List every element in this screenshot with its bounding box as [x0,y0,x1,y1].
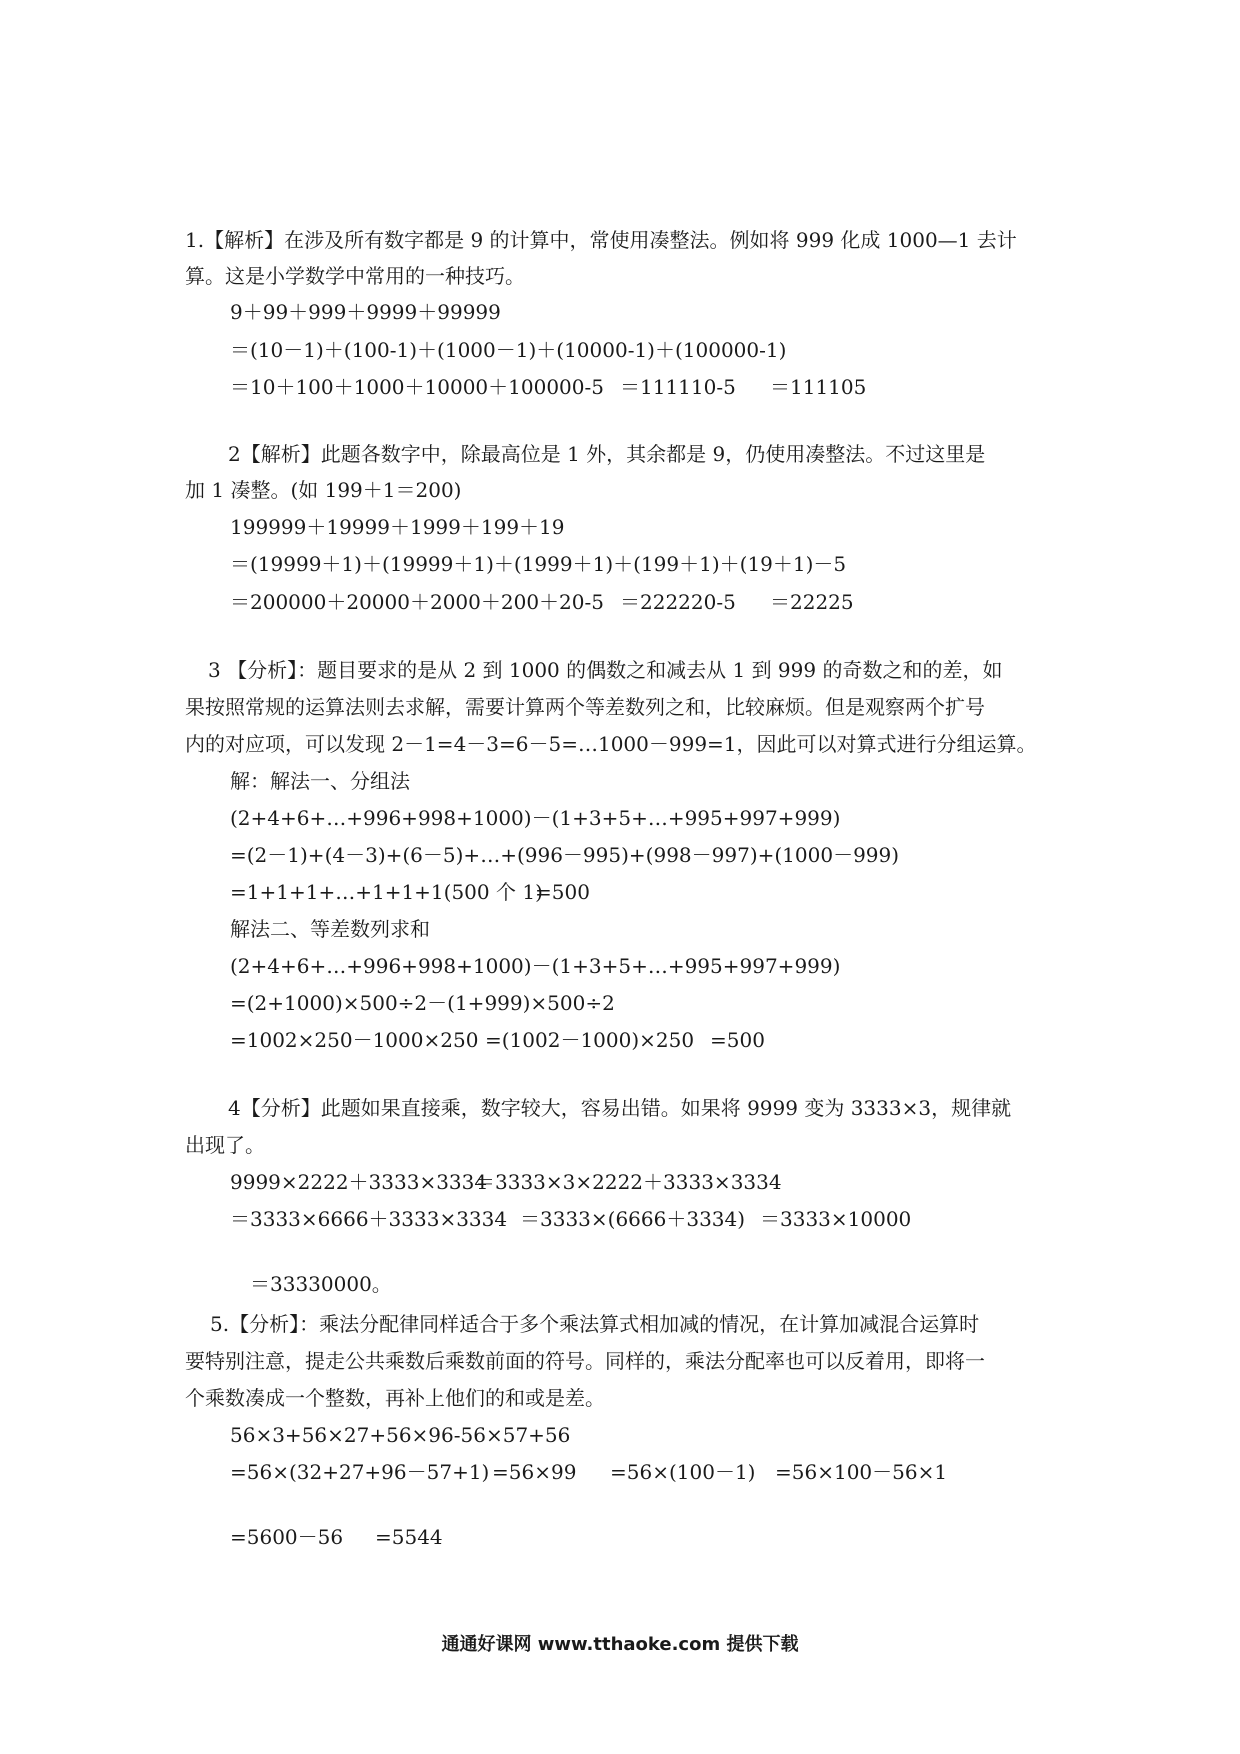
problem3-method1-title: 解：解法一、分组法 [230,769,410,793]
problem4-step2a: ＝3333×6666＋3333×3334 [230,1207,508,1231]
problem4-step2c: ＝3333×10000 [760,1207,912,1231]
problem5-step1b: =56×99 [492,1460,577,1484]
problem3-method2-expression: (2+4+6+…+996+998+1000)－(1+3+5+…+995+997+999) [230,954,841,978]
problem1-step2b: ＝111110-5 [620,375,736,399]
problem4-intro-line1: 4【分析】此题如果直接乘，数字较大，容易出错。如果将 9999 变为 3333×3，规律就 [228,1096,1012,1120]
problem1-step2 [230,375,1130,399]
problem4-intro-line2: 出现了。 [185,1133,265,1157]
problem5-step1c: =56×(100－1) [610,1460,756,1484]
problem2-step2b: ＝222220-5 [620,590,736,614]
problem4-step1 [230,1170,1130,1194]
problem2-step1: ＝(19999＋1)＋(19999＋1)＋(1999＋1)＋(199＋1)＋(19＋1)－5 [230,552,847,576]
problem3-method2-step2b: =(1002－1000)×250 [485,1028,695,1052]
problem2-intro-line1: 2【解析】此题各数字中，除最高位是 1 外，其余都是 9，仍使用凑整法。不过这里是 [228,442,986,466]
problem4-step3: ＝33330000。 [250,1272,392,1296]
problem5-step1a: =56×(32+27+96－57+1) [230,1460,490,1484]
problem4-step2 [230,1207,1130,1231]
problem3-method1-expression: (2+4+6+…+996+998+1000)－(1+3+5+…+995+997+999) [230,806,841,830]
problem2-step2a: ＝200000＋20000＋2000＋200＋20-5 [230,590,604,614]
problem5-step1d: =56×100－56×1 [775,1460,948,1484]
problem1-step2c: ＝111105 [770,375,867,399]
problem3-method2-step2 [230,1028,1130,1052]
problem3-intro-line1: 3 【分析】：题目要求的是从 2 到 1000 的偶数之和减去从 1 到 999 的奇数之和的差，如 [208,658,1003,682]
problem3-method2-title: 解法二、等差数列求和 [230,917,430,941]
problem2-step2 [230,590,1130,614]
problem3-method1-step2b: =500 [535,880,590,904]
problem2-step2c: ＝22225 [770,590,854,614]
problem3-intro-line2: 果按照常规的运算法则去求解，需要计算两个等差数列之和，比较麻烦。但是观察两个扩号 [185,695,985,719]
page-footer: 通通好课网 www.tthaoke.com 提供下载 [441,1634,799,1655]
problem3-intro-line3: 内的对应项，可以发现 2－1=4－3=6－5=…1000－999=1，因此可以对算式进行分组运算。 [185,732,1037,756]
problem1-step2a: ＝10＋100＋1000＋10000＋100000-5 [230,375,604,399]
problem5-step2b: =5544 [375,1525,443,1549]
problem5-intro-line3: 个乘数凑成一个整数，再补上他们的和或是差。 [185,1386,605,1410]
problem2-expression: 199999＋19999＋1999＋199＋19 [230,515,565,539]
problem5-step2 [230,1525,1130,1549]
problem4-step1a: 9999×2222＋3333×3334 [230,1170,488,1194]
problem3-method2-step2a: =1002×250－1000×250 [230,1028,479,1052]
problem4-step1b: ＝3333×3×2222＋3333×3334 [475,1170,782,1194]
problem5-intro-line1: 5.【分析】：乘法分配律同样适合于多个乘法算式相加减的情况，在计算加减混合运算时 [210,1312,980,1336]
problem5-intro-line2: 要特别注意，提走公共乘数后乘数前面的符号。同样的，乘法分配率也可以反着用，即将一 [185,1349,985,1373]
problem1-intro-line2: 算。这是小学数学中常用的一种技巧。 [185,264,525,288]
problem2-intro-line2: 加 1 凑整。(如 199＋1＝200) [185,478,462,502]
problem1-intro-line1: 1.【解析】在涉及所有数字都是 9 的计算中，常使用凑整法。例如将 999 化成 1000—1 去计 [185,228,1017,252]
problem3-method2-step2c: =500 [710,1028,765,1052]
problem4-step2b: ＝3333×(6666＋3334) [520,1207,746,1231]
problem1-expression: 9＋99＋999＋9999＋99999 [230,300,501,324]
problem5-step2a: =5600－56 [230,1525,344,1549]
problem3-method1-step2 [230,880,1130,904]
problem1-step1: ＝(10－1)＋(100-1)＋(1000－1)＋(10000-1)＋(100000-1) [230,338,787,362]
problem5-expression: 56×3+56×27+56×96-56×57+56 [230,1423,571,1447]
problem3-method1-step2a: =1+1+1+…+1+1+1(500 个 1) [230,880,543,904]
problem3-method1-step1: =(2－1)+(4－3)+(6－5)+…+(996－995)+(998－997)+(1000－999) [230,843,900,867]
problem3-method2-step1: =(2+1000)×500÷2－(1+999)×500÷2 [230,991,615,1015]
problem5-step1 [230,1460,1130,1484]
